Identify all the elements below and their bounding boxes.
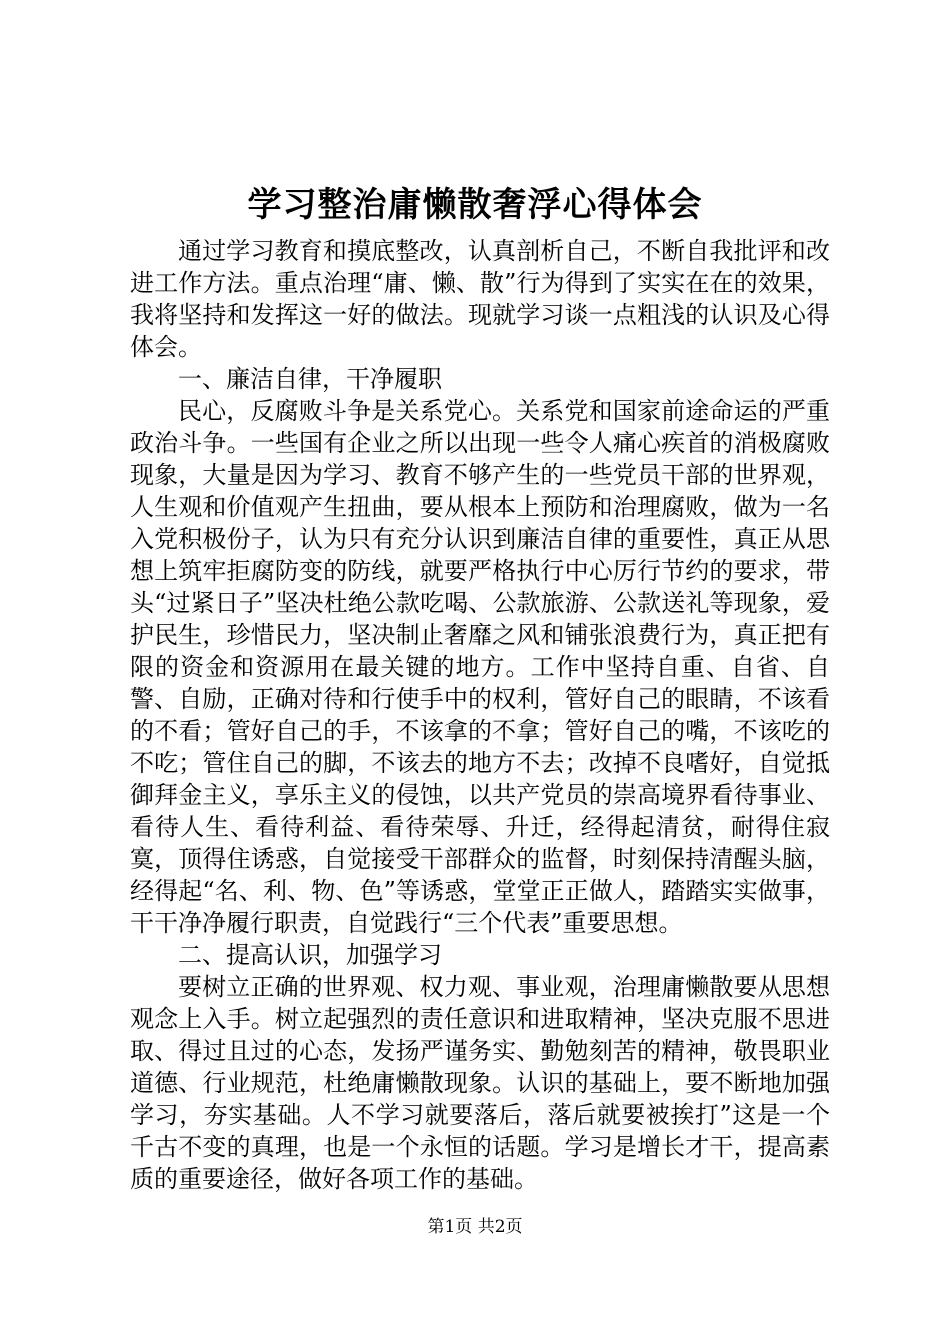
paragraph-section-1: 民心，反腐败斗争是关系党心。关系党和国家前途命运的严重政治斗争。一些国有企业之所以出现一些令人痛心疾首的消极腐败现象，大量是因为学习、教育不够产生的一些党员干部的世界观，人生观和价值观产生扭曲，要从根本上预防和治理腐败，做为一名入党积极份子，认为只有充分认识到廉洁自律的重要性，真正从思想上筑牢拒腐防变的防线，就要严格执行中心厉行节约的要求，带头“过紧日子”坚决杜绝公款吃喝、公款旅游、公款送礼等现象，爱护民生，珍惜民力，坚决制止奢靡之风和铺张浪费行为，真正把有限的资金和资源用在最关键的地方。工作中坚持自重、自省、自警、自励，正确对待和行使手中的权利，管好自己的眼睛，不该看的不看；管好自己的手，不该拿的不拿；管好自己的嘴，不该吃的不吃；管住自己的脚，不该去的地方不去；改掉不良嗜好，自觉抵御拜金主义，享乐主义的侵蚀，以共产党员的崇高境界看待事业、看待人生、看待利益、看待荣辱、升迁，经得起清贫，耐得住寂寞，顶得住诱惑，自觉接受干部群众的监督，时刻保持清醒头脑，经得起“名、利、物、色”等诱惑，堂堂正正做人，踏踏实实做事，干干净净履行职责，自觉践行“三个代表”重要思想。 [130,397,830,937]
paragraph-section-2: 要树立正确的世界观、权力观、事业观，治理庸懒散要从思想观念上入手。树立起强烈的责任意识和进取精神，坚决克服不思进取、得过且过的心态，发扬严谨务实、勤勉刻苦的精神，敬畏职业道德、行业规范，杜绝庸懒散现象。认识的基础上，要不断地加强学习，夯实基础。人不学习就要落后，落后就要被挨打”这是一个千古不变的真理，也是一个永恒的话题。学习是增长才干，提高素质的重要途径，做好各项工作的基础。 [130,973,830,1193]
document-body [130,235,830,1195]
section-heading-1: 一、廉洁自律，干净履职 [178,365,442,393]
section-heading-2: 二、提高认识，加强学习 [178,941,442,969]
paragraph-intro: 通过学习教育和摸底整改，认真剖析自己，不断自我批评和改进工作方法。重点治理“庸、懒、散”行为得到了实实在在的效果，我将坚持和发挥这一好的做法。现就学习谈一点粗浅的认识及心得体会。 [130,237,830,361]
document-title: 学习整治庸懒散奢浮心得体会 [247,185,703,225]
page-footer: 第1页 共2页 [427,1217,523,1237]
